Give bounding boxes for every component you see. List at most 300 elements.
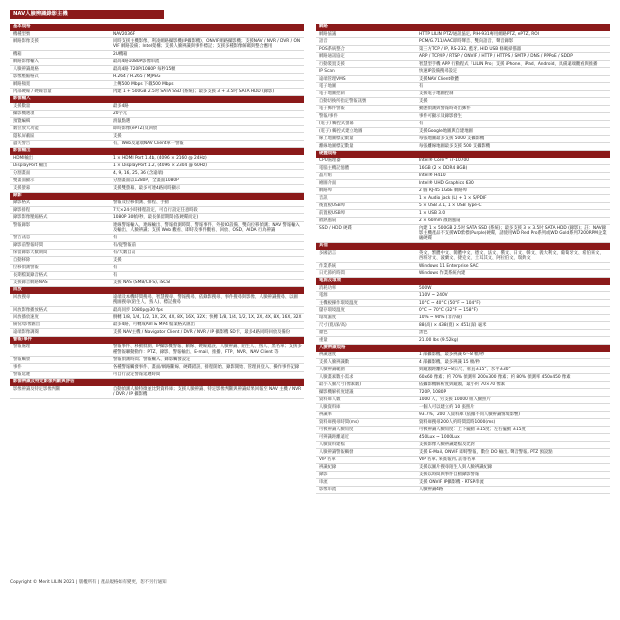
spec-label: 散熱風扇 — [316, 217, 416, 224]
table-row — [316, 366, 610, 373]
spec-value: 一個人可以建立約 10 張照片 — [416, 404, 610, 411]
spec-label: 錄影 — [316, 471, 416, 478]
spec-label: 儲存環境溫度 — [316, 307, 416, 314]
spec-label: 前置板USB埠 — [316, 210, 416, 217]
table-row — [316, 31, 610, 38]
spec-value: 第三方TCP / IP, RS-232, 藍牙, HID USB 條碼掃描器 — [416, 45, 610, 52]
table-row — [316, 135, 610, 142]
spec-label: 人臉辨識範圍 — [316, 366, 416, 373]
spec-value: 資料庫搜尋200人約時間需時1000(ms) — [416, 419, 610, 426]
table-row — [10, 272, 304, 279]
section-header: 其他 — [316, 243, 610, 250]
table-row — [10, 133, 304, 140]
spec-label: 備份/影像匯出 — [10, 321, 110, 328]
spec-label: (電子) 觸控式建立地圖 — [316, 128, 416, 135]
spec-value: 警報事件、移動偵測、IP攝影機警報、斷線、硬碟錯誤、人臉辨識、陌生人、熟人、黑名單；支援多種警報聯動動作：PTZ、錄影、警報輸出、E-mail、推播、FTP、NVR、NAV Client 等 — [110, 344, 304, 356]
spec-label: 繪圖介面 — [316, 180, 416, 187]
spec-value: Intel® Core™ i7-10700 — [416, 158, 610, 165]
section-header: 影像輸入 — [10, 96, 304, 103]
spec-value: 4, 9, 16, 25, 36 (含遠端) — [110, 170, 304, 177]
spec-label: 警報錄影 — [10, 221, 110, 234]
spec-value: 遠端及本機時間搜尋、智慧搜尋、警報搜尋、依錄影搜尋、事件搜尋與影像、人臉辨識搜尋、以圖搜圖搜尋(陌生人、熟人)、標記搜尋 — [110, 294, 304, 306]
table-row — [10, 242, 304, 249]
spec-label: 長期檔案錄音格式 — [10, 272, 110, 279]
table-row — [10, 329, 304, 336]
table-row — [316, 105, 610, 112]
spec-value: 10°C ~ 40°C (50°F ~ 104°F) — [416, 299, 610, 306]
spec-label: 尺寸(寬/深/高) — [316, 322, 416, 329]
spec-table — [10, 200, 304, 288]
spec-label: 攝影機解析度建議 — [316, 389, 416, 396]
spec-value: 0°C ~ 70°C (32°F ~ 158°F) — [416, 307, 610, 314]
table-row — [10, 234, 304, 241]
spec-label: 隱私屏蔽區 — [10, 133, 110, 140]
spec-value: 每張離線地圖最多支援 500 支攝影機 — [416, 143, 610, 150]
spec-value: 智慧型手機 APP 行動程式「LILIN Pro」支援 iPhone、iPad、Android，具備遠端觀看與推播 — [416, 60, 610, 67]
spec-value: 人臉辨識4路 — [416, 486, 610, 493]
spec-label: 串流 — [316, 479, 416, 486]
spec-label: 語音 — [316, 38, 416, 45]
page-title: NAV人臉辨識錄影主機 — [10, 10, 164, 19]
spec-table — [10, 155, 304, 192]
spec-table — [316, 31, 610, 151]
table-row — [10, 356, 304, 363]
table-row — [316, 359, 610, 366]
spec-value: VIP 名單, 來賓報到, 訪客名單 — [416, 456, 610, 463]
table-row — [10, 371, 304, 378]
spec-label: 支援數量 — [10, 103, 110, 110]
spec-value: 支援影像人臉辨識建檔及比對 — [416, 441, 610, 448]
spec-value: PCM/G.711/AAC即時聲音、雙向語音、聲音錄影 — [416, 38, 610, 45]
spec-value: 事件可顯示及錄影發生 — [416, 113, 610, 120]
spec-label: 位移偵測警報 — [10, 264, 110, 271]
table-row — [316, 329, 610, 336]
spec-value: 有 — [110, 234, 304, 241]
section-header: 影像輸出 — [10, 148, 304, 155]
table-row — [10, 170, 304, 177]
spec-label: 錄影影像壓縮格式 — [10, 214, 110, 221]
table-row — [10, 51, 304, 58]
spec-value: NAV2036F — [110, 31, 304, 38]
spec-label: 警報延遲 — [10, 371, 110, 378]
spec-label: CPU處理器 — [316, 158, 416, 165]
table-row — [316, 45, 610, 52]
section-header: 電源及環境 — [316, 278, 610, 285]
spec-label: 辨識速度 — [316, 352, 416, 359]
table-row — [316, 456, 610, 463]
spec-value: 黑色 — [416, 329, 610, 336]
spec-label: 電腦主機記憶體 — [316, 165, 416, 172]
spec-value: 720P, 1080P — [416, 389, 610, 396]
spec-value: 每張地圖最多支援 5000 支攝影機 — [416, 135, 610, 142]
spec-value: Windows 11 Enterprise SAC — [416, 262, 610, 269]
spec-label: 遠端影像調閱 — [10, 329, 110, 336]
spec-label: 最小人臉尺寸(像素數) — [316, 381, 416, 388]
spec-column-left — [10, 24, 304, 399]
spec-value: 4 部攝影機，最多辨識 15 幀/秒 — [416, 359, 610, 366]
table-row — [316, 225, 610, 243]
spec-section — [316, 345, 610, 494]
spec-value: 英文、繁體中文、簡體中文、德文、法文、俄文、日文、韓文、義大利文、葡萄牙文、希伯來文、西班牙文、波蘭文、捷克文、土耳其文、阿拉伯文、瑞典文 — [416, 250, 610, 262]
table-row — [10, 214, 304, 221]
spec-value: 有，Web及遠端NAV Client單一警報 — [110, 140, 304, 147]
spec-label: 錄影前警報時間 — [10, 242, 110, 249]
table-row — [316, 180, 610, 187]
table-row — [316, 464, 610, 471]
spec-value: 有 — [110, 272, 304, 279]
spec-value: 支援 — [110, 133, 304, 140]
spec-label: 網路頻寬 — [10, 81, 110, 88]
table-row — [316, 299, 610, 306]
table-row — [316, 83, 610, 90]
spec-label: 人臉辨識警報觸發 — [316, 449, 416, 456]
table-row — [316, 202, 610, 209]
spec-value: Windows 作業系統內建 — [416, 270, 610, 277]
spec-value: 支援以圖片搜尋陌生人與人臉辨識紀錄 — [416, 464, 610, 471]
spec-label: 支援螢幕 — [10, 185, 110, 192]
section-header: 硬體規格 — [316, 151, 610, 158]
table-row — [316, 479, 610, 486]
spec-value: 自動偵測人臉特徵並比對資料庫；支援人臉辨識、特定影像判斷與辨識結果回報至 NAV 主機 / NVR / DVR / IP 攝影機 — [110, 386, 304, 398]
spec-label: HDMI輸出 — [10, 155, 110, 162]
spec-label: 多國語言 — [316, 250, 416, 262]
table-row — [316, 434, 610, 441]
table-row — [316, 128, 610, 135]
spec-label: 影像壓縮格式 — [10, 73, 110, 80]
table-row — [316, 285, 610, 292]
table-row — [10, 249, 304, 256]
table-row — [316, 270, 610, 277]
table-row — [316, 210, 610, 217]
spec-value: 支援NAV Client軟體 — [416, 75, 610, 82]
spec-label: 電子地圖 — [316, 83, 416, 90]
section-header: 基本規格 — [10, 24, 304, 31]
spec-value: 2 個 RJ-45 1GbE 網路埠 — [416, 187, 610, 194]
spec-value: H.264 / H.265 / MJPEG — [110, 73, 304, 80]
spec-label: 消耗功率 — [316, 285, 416, 292]
table-row — [10, 88, 304, 95]
spec-label: 可被辨識人臉角度 — [316, 426, 416, 433]
spec-value: 最多4路，可轉成AVI & MP4 檔案格式匯出 — [110, 321, 304, 328]
table-row — [10, 294, 304, 306]
spec-value: 支援 NAV主機 / Navigator Client / DVR / NVR / IP 攝影機 SD卡，最多4路同時回放及備份 — [110, 329, 304, 336]
spec-label: 人臉資料庫 — [316, 404, 416, 411]
table-row — [316, 250, 610, 262]
spec-value: 有/從警報前 — [110, 242, 304, 249]
spec-label: VIP 名單 — [316, 456, 416, 463]
spec-label: 人臉辨識規格 — [10, 66, 110, 73]
spec-column-right — [316, 24, 610, 494]
spec-value: HTTP LILIN PTZ/通訊協定, PIH-931專用網路PTZ, ePTZ, ROI — [416, 31, 610, 38]
spec-label: 支援人臉辨識數 — [316, 359, 416, 366]
spec-label: 錄影排程 — [10, 206, 110, 213]
table-row — [316, 389, 610, 396]
spec-label: 預覽編輯 — [10, 118, 110, 125]
spec-section — [316, 24, 610, 151]
table-row — [316, 187, 610, 194]
spec-label: 遺失警告 — [10, 140, 110, 147]
spec-value: 支援 — [416, 98, 610, 105]
spec-section — [10, 379, 304, 399]
spec-label: 音訊 — [316, 195, 416, 202]
spec-value: 16GB (2 × DDR4 8GB) — [416, 165, 610, 172]
table-row — [316, 314, 610, 321]
spec-label: 影像串流 — [316, 486, 416, 493]
spec-value: 5 × USB 3.1, 1 × USB Type-C — [416, 202, 610, 209]
spec-label: 辨識紀錄 — [316, 464, 416, 471]
spec-value: 動態偵測與警報時寄出郵件 — [416, 105, 610, 112]
spec-label: 警報/事件 — [316, 113, 416, 120]
spec-value: 支援 ONVIF IP攝影機 - RTSP串流 — [416, 479, 610, 486]
spec-value: 上傳500 Mbps 下載500 Mbps — [110, 81, 304, 88]
table-row — [10, 118, 304, 125]
spec-label: 數位放大功能 — [10, 125, 110, 132]
table-row — [10, 200, 304, 207]
table-row — [316, 471, 610, 478]
table-row — [316, 90, 610, 97]
table-row — [10, 321, 304, 328]
spec-label: 自動切換所指定警報訊號 — [316, 98, 416, 105]
spec-label: DisplayPort 輸出 — [10, 162, 110, 169]
table-row — [10, 162, 304, 169]
table-row — [10, 38, 304, 51]
table-row — [10, 221, 304, 234]
spec-section — [10, 337, 304, 379]
spec-table — [10, 344, 304, 379]
spec-label: 機種型號 — [10, 31, 110, 38]
table-row — [10, 344, 304, 356]
spec-section — [10, 148, 304, 192]
spec-label: 網路影像支援 — [10, 38, 110, 51]
copyright-footer: Copyright © Merit LILIN 2021 | 版權所有 | 產品規格如有變更，恕不另行通知 — [10, 580, 167, 585]
table-row — [316, 68, 610, 75]
table-row — [316, 396, 610, 403]
table-row — [316, 441, 610, 448]
spec-label: 警報觸發 — [10, 356, 110, 363]
spec-value: 有 — [416, 120, 610, 127]
table-row — [316, 404, 610, 411]
table-row — [10, 206, 304, 213]
spec-value: 滑鼠點選 — [110, 118, 304, 125]
table-row — [10, 103, 304, 110]
spec-label: 自動移除 — [10, 257, 110, 264]
spec-table — [316, 285, 610, 345]
spec-label: 回放影像播放格式 — [10, 306, 110, 313]
spec-label: 晶片組 — [316, 172, 416, 179]
spec-value: 連線警報輸入、連線輸出、警報偵測時間、警報事件、外接IO設備、雙向位移偵測；NAV 警報輸入及輸出、人臉辨識；支援 Web 觀看、即時及事件觀看、回放、OSD、AIDA 行為辨識 — [110, 221, 304, 234]
table-row — [316, 426, 610, 433]
table-row — [10, 177, 304, 184]
spec-label: 遠端管理VMS — [316, 75, 416, 82]
spec-value: 最高4路 720P/1080P 每秒15幀 — [110, 66, 304, 73]
table-row — [10, 110, 304, 117]
section-header: 回放 — [10, 287, 304, 294]
spec-label: 雙畫面顯示 — [10, 177, 110, 184]
spec-label: 支援錄音網路NAS — [10, 279, 110, 286]
table-row — [316, 53, 610, 60]
spec-label: POS系統整合 — [316, 45, 416, 52]
spec-label: 攝影機選項 — [10, 110, 110, 117]
spec-value: 支援Google地圖與自建地圖 — [416, 128, 610, 135]
spec-value: 2 × 60mm 散熱風扇 — [416, 217, 610, 224]
spec-label: 影像辨識及特定影像判斷 — [10, 386, 110, 398]
table-row — [316, 60, 610, 67]
spec-value: 可自行設定警報延遲時間 — [110, 371, 304, 378]
spec-value: 依攝影機解析度與鏡頭，最小約 70×70 像素 — [416, 381, 610, 388]
spec-section — [316, 243, 610, 278]
table-row — [316, 337, 610, 344]
spec-value: 21.00 lbs (9.52kg) — [416, 337, 610, 344]
spec-value: 支援 NAS (SMB/CIFS), iSCSI — [110, 279, 304, 286]
spec-table — [316, 352, 610, 494]
spec-label: 資料庫搜尋時間(ms) — [316, 419, 416, 426]
spec-label: 辨識率 — [316, 411, 416, 418]
table-row — [316, 113, 610, 120]
spec-value: 有 — [110, 264, 304, 271]
spec-table — [316, 250, 610, 278]
spec-label: 網路協議 — [316, 31, 416, 38]
table-row — [316, 195, 610, 202]
spec-value: 支援以時間與事件自動錄影警報 — [416, 471, 610, 478]
spec-value: 支援電子地圖控制 — [416, 90, 610, 97]
spec-value: 支援 — [110, 257, 304, 264]
table-row — [316, 322, 610, 329]
spec-section — [10, 96, 304, 148]
spec-value: 有/天數自訂 — [110, 249, 304, 256]
spec-label: 警報處理 — [10, 344, 110, 356]
table-row — [316, 217, 610, 224]
spec-value: 110V ~ 240V — [416, 292, 610, 299]
section-header: 人臉辨識規格 — [316, 345, 610, 352]
spec-value: 1 × Audio jack (L) + 1 × S/PDIF — [416, 195, 610, 202]
spec-label: 內部硬碟 / 硬碟容量 — [10, 88, 110, 95]
section-header: 警報/事件 — [10, 337, 304, 344]
spec-table — [10, 103, 304, 148]
table-row — [316, 374, 610, 381]
spec-value: Intel® UHD Graphics 630 — [416, 180, 610, 187]
spec-value: 警報及位移偵測、排程、手動 — [110, 200, 304, 207]
table-row — [316, 143, 610, 150]
spec-section — [316, 278, 610, 345]
spec-section — [316, 151, 610, 243]
table-row — [316, 449, 610, 456]
section-header: 網路 — [316, 24, 610, 31]
spec-value: 即時影像(ePTZ)及回放 — [110, 125, 304, 132]
table-row — [316, 158, 610, 165]
spec-label: 分割畫面 — [10, 170, 110, 177]
spec-value: 20字元 — [110, 110, 304, 117]
spec-label: 日光節約時間 — [316, 270, 416, 277]
spec-label: 回放播放速度 — [10, 314, 110, 321]
spec-value: 1 × USB 3.0 — [416, 210, 610, 217]
spec-value: 2U機箱 — [110, 51, 304, 58]
table-row — [10, 140, 304, 147]
spec-value: 500W — [416, 285, 610, 292]
spec-value: 倒轉 1/8, 1/4, 1/2, 1X, 2X, 4X, 8X, 16X, 32X；快轉 1/8, 1/4, 1/2, 1X, 2X, 4X, 8X, 16X, 32X — [110, 314, 304, 321]
section-header: 錄影 — [10, 193, 304, 200]
section-header: 影像辨識及特定影像判斷與評估 — [10, 379, 304, 386]
spec-label: 後置板USB埠 — [316, 202, 416, 209]
table-row — [10, 155, 304, 162]
spec-label: 事件 — [10, 364, 110, 371]
table-row — [316, 98, 610, 105]
spec-value: 快速IP設備搜尋設定 — [416, 68, 610, 75]
table-row — [316, 419, 610, 426]
table-row — [316, 307, 610, 314]
spec-value: ARP / TCP/IP / RTSP / ONVIF / HTTP / HTTPS / SMTP / DNS / PPPoE / SDDP — [416, 53, 610, 60]
spec-label: 可辨識距離遠近 — [316, 434, 416, 441]
spec-label: 網路影像輸入 — [10, 58, 110, 65]
spec-label: 作業系統 — [316, 262, 416, 269]
spec-value: 最高4路1080P影像串流 — [110, 58, 304, 65]
spec-value: 1 部攝影機，最多辨識 6～8 幀/秒 — [416, 352, 610, 359]
spec-label: 電子地圖控制 — [316, 90, 416, 97]
table-row — [316, 165, 610, 172]
table-row — [10, 386, 304, 398]
spec-value: 支援雙螢幕，最多可連4路同時顯示 — [110, 185, 304, 192]
spec-value: 有 — [416, 83, 610, 90]
spec-value: 1080P 30幀/秒，最長保留期間(依硬碟而定) — [110, 214, 304, 221]
table-row — [316, 172, 610, 179]
spec-value: 內建 1 + 500GB 2.5吋 SATA SSD (系統)；最多支援 3 + 3.5吋 SATA HDD (錄影) — [110, 88, 304, 95]
spec-label: 網路埠 — [316, 187, 416, 194]
table-row — [316, 292, 610, 299]
spec-value: 最多4路 — [110, 103, 304, 110]
spec-value: 最高同步 1080p@30 fps — [110, 306, 304, 313]
table-row — [10, 185, 304, 192]
table-row — [316, 381, 610, 388]
spec-value: 10% ~ 90% (非冷凝) — [416, 314, 610, 321]
spec-label: SSD / HDD 硬碟 — [316, 225, 416, 243]
table-row — [10, 66, 304, 73]
spec-table — [10, 386, 304, 399]
spec-label: (電子) 觸控式螢幕 — [316, 120, 416, 127]
spec-value: 警報偵測時間；警報輸入、錄影觸發設定 — [110, 356, 304, 363]
spec-table — [10, 31, 304, 96]
spec-label: 人臉資料建檔 — [316, 441, 416, 448]
spec-label: 主機板操作環境溫度 — [316, 299, 416, 306]
spec-label: 保留錄影天數期間 — [10, 249, 110, 256]
spec-value: 1000 人，另支援 10000 組人臉照片 — [416, 396, 610, 403]
spec-value: 內建 1 × 500GB 2.5吋 SATA SSD (系統)；最多支援 3 × 3.5吋 SATA HDD (錄影)；註：NAV錄影主機產品不支援WD紫標(Purple)硬碟，請使用WD Red Pro系列或WD Gold系列7200RPM企業級硬碟 — [416, 225, 610, 243]
spec-value: 與鏡頭距離約2~8公尺、垂直±15°、水平±30° — [416, 366, 610, 373]
spec-table — [10, 294, 304, 337]
table-row — [10, 314, 304, 321]
table-row — [316, 262, 610, 269]
spec-value: 1 × HDMI Port 1.4b, (4096 × 2160 @ 24Hz) — [110, 155, 304, 162]
table-row — [10, 364, 304, 371]
table-row — [10, 73, 304, 80]
spec-label: 機箱 — [10, 51, 110, 58]
table-row — [10, 58, 304, 65]
table-row — [10, 257, 304, 264]
table-row — [10, 264, 304, 271]
spec-value: 7天×24小時排程設定，可自行設定任意時段 — [110, 206, 304, 213]
spec-label: 網路通訊協定 — [316, 53, 416, 60]
spec-label: 錄影格式 — [10, 200, 110, 207]
spec-label: IP Scan — [316, 68, 416, 75]
table-row — [10, 125, 304, 132]
spec-value: 可被辨識人臉角度：上下擺動 ±15度；左右擺動 ±15度 — [416, 426, 610, 433]
spec-label: 離線地圖標記數量 — [316, 143, 416, 150]
spec-section — [10, 193, 304, 288]
spec-table — [316, 158, 610, 243]
spec-value: 60x60 像素；約 70% 偵測率 200x300 像素；約 80% 偵測率 450x450 像素 — [416, 374, 610, 381]
spec-label: 電子郵件警報 — [316, 105, 416, 112]
spec-label: 行動裝置支援 — [316, 60, 416, 67]
spec-label: 回放搜尋 — [10, 294, 110, 306]
spec-value: Intel® H410 — [416, 172, 610, 179]
